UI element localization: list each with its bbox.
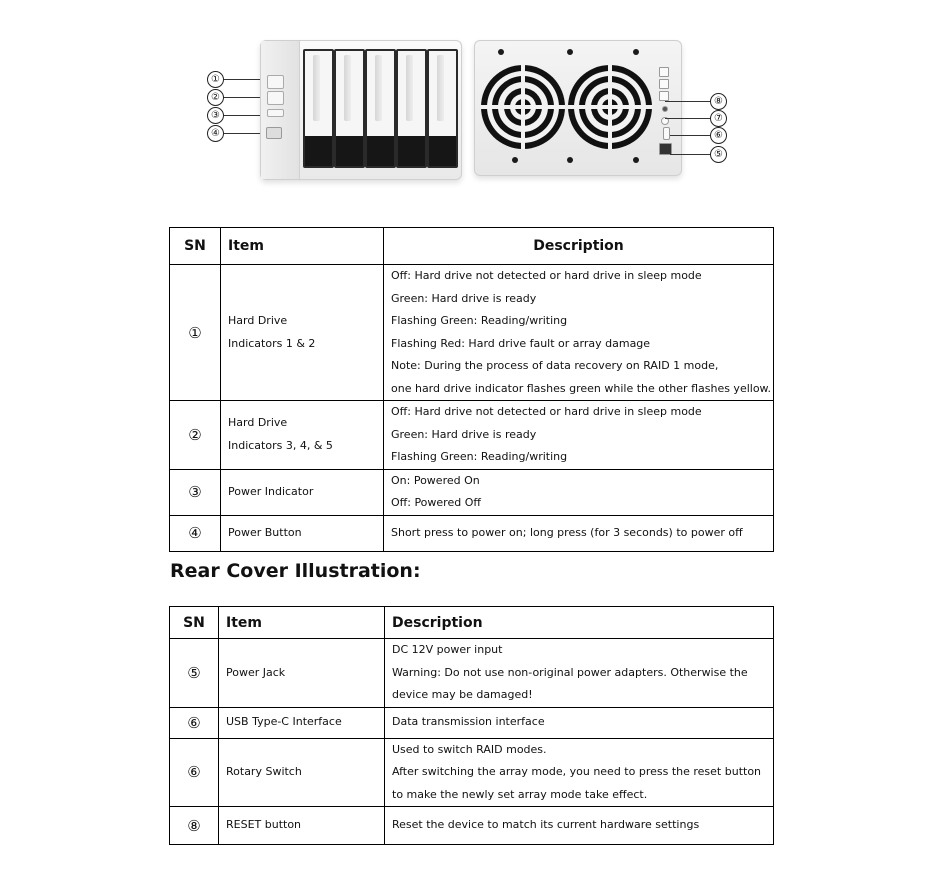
drive-bay: [365, 49, 396, 168]
screw-icon: [512, 157, 518, 163]
row-item: [221, 469, 384, 515]
desc-line: Data transmission interface: [392, 715, 545, 729]
desc-line: Green: Hard drive is ready: [391, 427, 537, 441]
row-description: [384, 515, 774, 551]
table-row: [170, 738, 774, 807]
item-line: Hard Drive: [228, 314, 288, 327]
row-sn: ③: [170, 469, 221, 515]
row-description: [384, 469, 774, 515]
desc-line: Reset the device to match its current hardware settings: [392, 818, 700, 832]
callout-number: ⑧: [710, 93, 727, 110]
callout-number: ⑤: [710, 146, 727, 163]
row-item: [221, 265, 384, 401]
screw-icon: [567, 157, 573, 163]
item-line: Power Button: [228, 525, 302, 539]
row-description: [384, 401, 774, 470]
item-line: Rotary Switch: [226, 765, 302, 778]
callout-number: ①: [207, 71, 224, 88]
desc-line: Green: Hard drive is ready: [391, 291, 537, 305]
power-led-icon: [267, 109, 284, 117]
drive-bay: [334, 49, 365, 168]
row-item: [221, 515, 384, 551]
header-description: Description: [384, 228, 774, 265]
desc-line: device may be damaged!: [392, 688, 533, 701]
callout-number: ④: [207, 125, 224, 142]
desc-line: On: Powered On: [391, 473, 480, 487]
item-line: Hard Drive: [228, 416, 288, 430]
table-row: [170, 265, 774, 401]
row-sn: ⑥: [170, 707, 219, 738]
callout-number: ②: [207, 89, 224, 106]
label-block-icon: [659, 67, 669, 77]
desc-line: Off: Hard drive not detected or hard drive in sleep mode: [391, 405, 702, 418]
screw-icon: [567, 49, 573, 55]
table-row: [170, 707, 774, 738]
callout-6: [670, 127, 727, 144]
label-block-icon: [659, 79, 669, 89]
row-description: [385, 639, 774, 708]
header-sn: SN: [170, 607, 219, 639]
front-panel-table: [169, 227, 774, 552]
row-sn: ②: [170, 401, 221, 470]
screw-icon: [633, 157, 639, 163]
item-line: Indicators 1 & 2: [228, 336, 316, 350]
row-description: [385, 807, 774, 845]
row-item: [219, 639, 385, 708]
row-sn: ①: [170, 265, 221, 401]
usb-c-port-icon: [663, 127, 670, 140]
front-indicator-panel: [261, 41, 300, 179]
desc-line: one hard drive indicator flashes green while the other flashes yellow.: [391, 381, 772, 395]
item-line: USB Type-C Interface: [226, 715, 342, 729]
row-description: [385, 738, 774, 807]
table-row: [170, 515, 774, 551]
desc-line: After switching the array mode, you need to press the reset button: [392, 765, 762, 778]
row-item: [219, 738, 385, 807]
desc-line: Flashing Green: Reading/writing: [391, 314, 568, 327]
drive-bay: [303, 49, 334, 168]
enclosure-front: [260, 40, 462, 180]
fan-icon: [480, 64, 566, 150]
rear-panel-table: [169, 606, 774, 845]
table-row: [170, 401, 774, 470]
led-indicator-icon: [267, 91, 284, 105]
table-header-row: [170, 228, 774, 265]
desc-line: Flashing Green: Reading/writing: [391, 450, 568, 463]
table-header-row: [170, 607, 774, 639]
enclosure-rear: [474, 40, 682, 176]
row-sn: ⑥: [170, 738, 219, 807]
screw-icon: [633, 49, 639, 55]
table-row: [170, 469, 774, 515]
row-item: [221, 401, 384, 470]
callout-8: [665, 93, 727, 110]
desc-line: Warning: Do not use non-original power adapters. Otherwise the: [392, 665, 748, 679]
led-indicator-icon: [267, 75, 284, 89]
callout-5: [670, 146, 727, 163]
desc-line: to make the newly set array mode take effect.: [392, 787, 648, 801]
callout-number: ⑥: [710, 127, 727, 144]
row-sn: ④: [170, 515, 221, 551]
desc-line: Note: During the process of data recovery on RAID 1 mode,: [391, 359, 719, 372]
table-row: [170, 639, 774, 708]
fan-icon: [567, 64, 653, 150]
header-description: Description: [385, 607, 774, 639]
drive-bay: [396, 49, 427, 168]
callout-7: [665, 110, 727, 127]
section-title: Rear Cover Illustration:: [170, 560, 421, 582]
screw-icon: [498, 49, 504, 55]
row-description: [384, 265, 774, 401]
item-line: Indicators 3, 4, & 5: [228, 438, 333, 452]
item-line: Power Indicator: [228, 484, 314, 498]
header-item: Item: [221, 228, 384, 265]
row-item: [219, 807, 385, 845]
device-illustration: [0, 0, 927, 200]
desc-line: Used to switch RAID modes.: [392, 742, 547, 756]
drive-bay: [427, 49, 458, 168]
desc-line: Off: Hard drive not detected or hard drive in sleep mode: [391, 269, 702, 282]
desc-line: Short press to power on; long press (for 3 seconds) to power off: [391, 525, 743, 539]
header-item: Item: [219, 607, 385, 639]
item-line: Power Jack: [226, 665, 286, 679]
desc-line: Flashing Red: Hard drive fault or array damage: [391, 336, 651, 350]
row-item: [219, 707, 385, 738]
header-sn: SN: [170, 228, 221, 265]
table-row: [170, 807, 774, 845]
callout-number: ③: [207, 107, 224, 124]
row-sn: ⑤: [170, 639, 219, 708]
callout-number: ⑦: [710, 110, 727, 127]
desc-line: Off: Powered Off: [391, 496, 481, 509]
row-sn: ⑧: [170, 807, 219, 845]
power-button-icon: [266, 127, 282, 139]
desc-line: DC 12V power input: [392, 643, 503, 656]
item-line: RESET button: [226, 818, 302, 832]
row-description: [385, 707, 774, 738]
